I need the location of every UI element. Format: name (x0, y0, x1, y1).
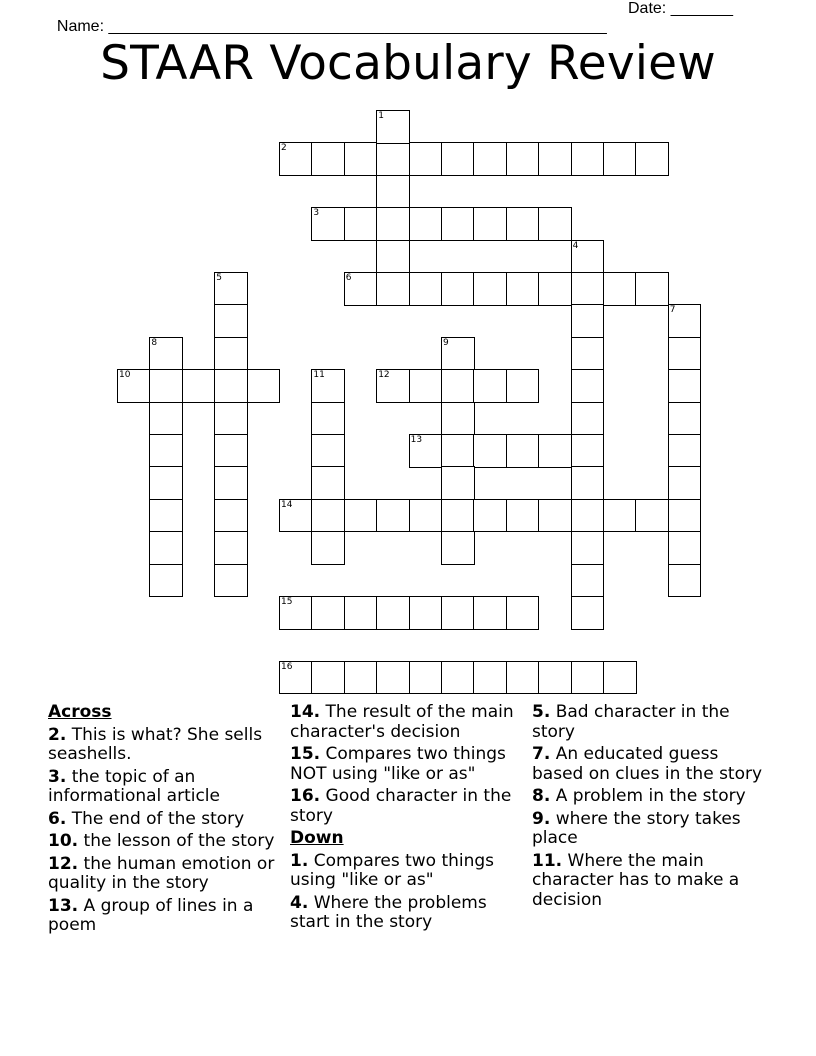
grid-cell[interactable] (571, 337, 605, 371)
clue-number-label: 13 (410, 435, 423, 445)
grid-cell[interactable] (668, 564, 702, 598)
clue-number-label: 1 (378, 111, 384, 121)
grid-cell[interactable] (473, 434, 507, 468)
clue-number: 1. (290, 850, 309, 871)
grid-cell[interactable] (344, 272, 378, 306)
grid-cell[interactable] (506, 499, 540, 533)
grid-cell[interactable] (247, 369, 281, 403)
clue-text: the lesson of the story (83, 831, 275, 851)
grid-cell[interactable] (441, 596, 475, 630)
clue-item (290, 852, 522, 891)
grid-cell[interactable] (506, 142, 540, 176)
clue-number: 7. (532, 744, 551, 764)
grid-cell[interactable] (635, 142, 669, 176)
grid-cell[interactable] (214, 434, 248, 468)
grid-cell[interactable] (506, 272, 540, 306)
grid-cell[interactable] (571, 142, 605, 176)
clue-number-label: 15 (281, 597, 293, 607)
grid-cell[interactable] (409, 272, 443, 306)
grid-cell[interactable] (311, 142, 345, 176)
grid-cell[interactable] (311, 369, 345, 403)
grid-cell[interactable] (344, 499, 378, 533)
grid-cell[interactable] (473, 142, 507, 176)
clue-text: A problem in the story (555, 786, 746, 806)
grid-cell[interactable] (441, 142, 475, 176)
grid-cell[interactable] (214, 337, 248, 371)
grid-cell[interactable] (668, 369, 702, 403)
clue-item (48, 768, 276, 807)
grid-cell[interactable] (441, 369, 475, 403)
grid-cell[interactable] (603, 499, 637, 533)
grid-cell[interactable] (149, 402, 183, 436)
grid-cell[interactable] (409, 661, 443, 695)
grid-cell[interactable] (441, 661, 475, 695)
grid-cell[interactable] (311, 434, 345, 468)
grid-cell[interactable] (376, 272, 410, 306)
grid-cell[interactable] (149, 369, 183, 403)
grid-cell[interactable] (311, 466, 345, 500)
grid-cell[interactable] (441, 402, 475, 436)
grid-cell[interactable] (149, 434, 183, 468)
grid-cell[interactable] (149, 337, 183, 371)
grid-cell[interactable] (635, 272, 669, 306)
clue-text: Compares two things using "like or as" (290, 850, 495, 890)
grid-cell[interactable] (376, 110, 410, 144)
grid-cell[interactable] (473, 499, 507, 533)
grid-cell[interactable] (279, 499, 313, 533)
grid-cell[interactable] (668, 337, 702, 371)
grid-cell[interactable] (441, 337, 475, 371)
grid-cell[interactable] (311, 499, 345, 533)
grid-cell[interactable] (344, 596, 378, 630)
grid-cell[interactable] (668, 466, 702, 500)
grid-cell[interactable] (538, 142, 572, 176)
grid-cell[interactable] (214, 466, 248, 500)
clue-item (290, 703, 522, 742)
grid-cell[interactable] (538, 499, 572, 533)
grid-cell[interactable] (376, 596, 410, 630)
grid-cell[interactable] (311, 661, 345, 695)
clue-item (532, 745, 772, 784)
clue-number: 8. (532, 786, 551, 806)
grid-cell[interactable] (538, 434, 572, 468)
grid-cell[interactable] (571, 499, 605, 533)
clue-number-label: 4 (572, 240, 579, 251)
grid-cell[interactable] (571, 240, 605, 274)
clue-item (532, 703, 772, 742)
grid-cell[interactable] (214, 564, 248, 598)
clues-column-2 (290, 703, 522, 936)
clue-text: Compares two things NOT using "like or as" (290, 744, 506, 784)
clue-number: 4. (290, 892, 309, 913)
grid-cell[interactable] (311, 402, 345, 436)
grid-cell[interactable] (311, 207, 345, 241)
clue-text: Bad character in the story (532, 702, 730, 742)
grid-cell[interactable] (376, 142, 410, 176)
grid-cell[interactable] (279, 596, 313, 630)
clue-number-label: 3 (313, 208, 320, 219)
clue-number: 9. (532, 808, 551, 829)
grid-cell[interactable] (149, 499, 183, 533)
clue-text: the topic of an informational article (48, 766, 220, 806)
clue-number-label: 8 (151, 337, 158, 348)
grid-cell[interactable] (409, 142, 443, 176)
grid-cell[interactable] (571, 466, 605, 500)
clue-text: Where the main character has to make a decision (532, 850, 740, 910)
grid-cell[interactable] (117, 369, 151, 403)
grid-cell[interactable] (668, 434, 702, 468)
clue-number: 6. (48, 808, 67, 829)
grid-cell[interactable] (376, 661, 410, 695)
grid-cell[interactable] (376, 499, 410, 533)
clue-item (532, 787, 772, 807)
grid-cell[interactable] (571, 304, 605, 338)
clues-column-3 (532, 703, 772, 913)
grid-cell[interactable] (473, 596, 507, 630)
grid-cell[interactable] (603, 661, 637, 695)
clue-number: 2. (48, 724, 67, 745)
grid-cell[interactable] (571, 661, 605, 695)
grid-cell[interactable] (409, 499, 443, 533)
grid-cell[interactable] (311, 531, 345, 565)
grid-cell[interactable] (506, 434, 540, 468)
grid-cell[interactable] (506, 596, 540, 630)
clue-number: 14. (290, 702, 321, 722)
clue-item (532, 852, 772, 911)
clue-number-label: 10 (119, 370, 131, 381)
clue-section-heading: Down (290, 828, 344, 848)
page-title: STAAR Vocabulary Review (100, 36, 716, 91)
grid-cell[interactable] (214, 531, 248, 565)
grid-cell[interactable] (214, 499, 248, 533)
grid-cell[interactable] (506, 369, 540, 403)
grid-cell[interactable] (473, 369, 507, 403)
grid-cell[interactable] (344, 661, 378, 695)
grid-cell[interactable] (668, 304, 702, 338)
grid-cell[interactable] (441, 466, 475, 500)
clue-item (48, 897, 276, 936)
clue-number: 10. (48, 831, 79, 851)
grid-cell[interactable] (409, 369, 443, 403)
grid-cell[interactable] (538, 661, 572, 695)
grid-cell[interactable] (571, 596, 605, 630)
grid-cell[interactable] (376, 207, 410, 241)
clue-number-label: 6 (345, 273, 352, 283)
grid-cell[interactable] (344, 207, 378, 241)
grid-cell[interactable] (376, 369, 410, 403)
grid-cell[interactable] (279, 661, 313, 695)
grid-cell[interactable] (668, 531, 702, 565)
clue-number-label: 11 (313, 370, 325, 381)
grid-cell[interactable] (506, 207, 540, 241)
clue-text: The result of the main character's decision (290, 702, 514, 742)
grid-cell[interactable] (441, 499, 475, 533)
grid-cell[interactable] (571, 434, 605, 468)
clue-number-label: 14 (281, 499, 293, 510)
grid-cell[interactable] (409, 207, 443, 241)
grid-cell[interactable] (506, 661, 540, 695)
grid-cell[interactable] (214, 402, 248, 436)
grid-cell[interactable] (376, 240, 410, 274)
grid-cell[interactable] (571, 402, 605, 436)
clue-number-label: 12 (378, 370, 390, 381)
clue-text: A group of lines in a poem (48, 895, 254, 935)
clue-number: 12. (48, 853, 79, 874)
grid-cell[interactable] (214, 272, 248, 306)
grid-cell[interactable] (149, 466, 183, 500)
grid-cell[interactable] (473, 272, 507, 306)
grid-cell[interactable] (149, 564, 183, 598)
date-label: Date: _______ (628, 0, 733, 17)
grid-cell[interactable] (311, 596, 345, 630)
grid-cell[interactable] (538, 207, 572, 241)
grid-cell[interactable] (571, 531, 605, 565)
clue-number: 3. (48, 766, 67, 787)
grid-cell[interactable] (668, 499, 702, 533)
grid-cell[interactable] (376, 175, 410, 209)
grid-cell[interactable] (409, 596, 443, 630)
grid-cell[interactable] (441, 272, 475, 306)
grid-cell[interactable] (571, 564, 605, 598)
grid-cell[interactable] (149, 531, 183, 565)
grid-cell[interactable] (571, 369, 605, 403)
clue-number: 15. (290, 744, 321, 764)
grid-cell[interactable] (441, 207, 475, 241)
grid-cell[interactable] (279, 142, 313, 176)
clue-text: Good character in the story (290, 786, 512, 826)
clue-section-heading: Across (48, 702, 112, 722)
clue-item (290, 745, 522, 784)
grid-cell[interactable] (538, 272, 572, 306)
clue-number-label: 7 (669, 305, 676, 316)
grid-cell[interactable] (473, 207, 507, 241)
clue-text: Where the problems start in the story (290, 892, 487, 932)
clue-item (290, 894, 522, 933)
clue-text: An educated guess based on clues in the story (532, 744, 763, 784)
grid-cell[interactable] (441, 531, 475, 565)
clue-number-label: 5 (216, 273, 222, 283)
clue-item (48, 832, 276, 852)
clue-number: 16. (290, 786, 321, 806)
grid-cell[interactable] (214, 304, 248, 338)
grid-cell[interactable] (182, 369, 216, 403)
clue-number: 13. (48, 895, 79, 916)
grid-cell[interactable] (635, 499, 669, 533)
grid-cell[interactable] (473, 661, 507, 695)
clue-number: 11. (532, 850, 563, 871)
grid-cell[interactable] (214, 369, 248, 403)
grid-cell[interactable] (409, 434, 443, 468)
clue-item (48, 810, 276, 830)
clue-text: The end of the story (71, 808, 245, 829)
grid-cell[interactable] (441, 434, 475, 468)
clue-item (48, 726, 276, 765)
clue-item (532, 810, 772, 849)
clue-text: the human emotion or quality in the story (48, 853, 275, 893)
clue-item (290, 787, 522, 826)
clue-item (48, 855, 276, 894)
grid-cell[interactable] (603, 142, 637, 176)
grid-cell[interactable] (344, 142, 378, 176)
clue-number-label: 2 (281, 143, 287, 154)
clues-column-1 (48, 703, 276, 939)
name-label: Name: ________________________________________________________ (56, 18, 607, 35)
grid-cell[interactable] (571, 272, 605, 306)
clue-number-label: 9 (443, 337, 449, 348)
grid-cell[interactable] (668, 402, 702, 436)
header (48, 0, 768, 35)
clue-text: where the story takes place (532, 808, 741, 848)
clue-number-label: 16 (281, 661, 293, 672)
clue-number: 5. (532, 702, 551, 722)
grid-cell[interactable] (603, 272, 637, 306)
clue-text: This is what? She sells seashells. (48, 724, 263, 764)
